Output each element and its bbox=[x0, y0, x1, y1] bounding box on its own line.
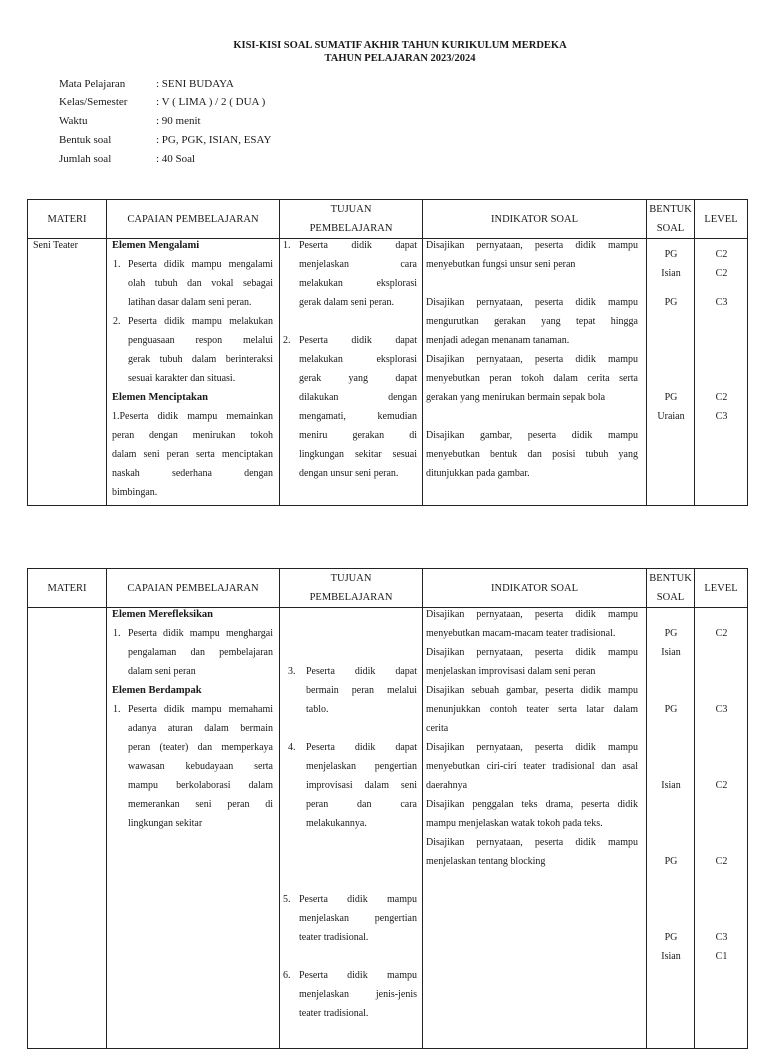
tujuan-content: 1. Peserta didik dapat menjelaskan cara melakukan eksplorasi gerak dalam seni peran. 2. Peserta didik dapat melakukan eksplorasi gerak yang dapat dilakukan dengan mengamati, kemudian meniru gerakan di lingkungan sekitar sesuai dengan unsur seni peran. bbox=[283, 240, 417, 479]
table-header-row bbox=[28, 569, 748, 608]
tujuan-cell bbox=[280, 608, 423, 1049]
col-header-level: LEVEL bbox=[695, 200, 748, 239]
level-content: C2 C3 C2 C2 C3 C1 bbox=[715, 628, 728, 962]
grid-table-1 bbox=[27, 199, 748, 506]
col-header-indikator: INDIKATOR SOAL bbox=[423, 200, 647, 239]
indikator-content: Disajikan pernyataan, peserta didik mampu menyebutkan macam-macam teater tradisional. Disajikan pernyataan, peserta didik mampu menjelaskan improvisasi dalam seni peran Disajikan sebuah gambar, peserta didik mampu menunjukkan contoh teater serta latar dalam cerita Disajikan pernyataan, peserta didik mampu menyebutkan ciri-ciri teater tradisional dan asal daerahnya Disajikan penggalan teks drama, peserta didik mampu menjelaskan watak tokoh pada teks. Disajikan pernyataan, peserta didik mampu menjelaskan tentang blocking bbox=[426, 609, 638, 867]
col-header-materi: MATERI bbox=[28, 200, 107, 239]
materi-text: Seni Teater bbox=[33, 240, 78, 251]
level-cell bbox=[695, 239, 748, 506]
col-header-tujuan: TUJUAN PEMBELAJARAN bbox=[280, 569, 423, 608]
info-value-class: : V ( LIMA ) / 2 ( DUA ) bbox=[156, 96, 266, 108]
col-header-capaian: CAPAIAN PEMBELAJARAN bbox=[107, 569, 280, 608]
indikator-cell bbox=[423, 608, 647, 1049]
capaian-content: Elemen Merefleksikan 1. Peserta didik mampu menghargai pengalaman dan pembelajaran dalam seni peran Elemen Berdampak 1. Peserta didik mampu memahami adanya aturan dalam bermain peran (teater) dan memperkaya wawasan kebudayaan serta mampu berkolaborasi dalam memerankan seni peran di lingkungan sekitar bbox=[112, 609, 273, 829]
table-header-row bbox=[28, 200, 748, 239]
bentuk-content: PG Isian PG PG Uraian bbox=[657, 249, 685, 422]
col-header-bentuk: BENTUK SOAL bbox=[647, 200, 695, 239]
document-subtitle: TAHUN PELAJARAN 2023/2024 bbox=[324, 53, 476, 64]
info-value-subject: : SENI BUDAYA bbox=[156, 78, 234, 90]
bentuk-content: PG Isian PG Isian PG PG Isian bbox=[661, 628, 681, 962]
tujuan-content: 3. Peserta didik dapat bermain peran melalui tablo. 4. Peserta didik dapat menjelaskan pengertian improvisasi dalam seni peran dan cara melakukannya. 5. Peserta didik mampu menjelaskan pengertian teater tradisional. 6. Peserta didik mampu menjelaskan jenis-jenis teater tradisional. bbox=[283, 666, 417, 1019]
capaian-cell bbox=[107, 239, 280, 506]
materi-cell bbox=[28, 239, 107, 506]
info-label-subject: Mata Pelajaran bbox=[59, 78, 126, 90]
level-content: C2 C2 C3 C2 C3 bbox=[715, 249, 728, 422]
indikator-cell bbox=[423, 239, 647, 506]
bentuk-cell bbox=[647, 239, 695, 506]
tujuan-cell bbox=[280, 239, 423, 506]
document-title: KISI-KISI SOAL SUMATIF AKHIR TAHUN KURIKULUM MERDEKA bbox=[233, 40, 567, 51]
col-header-materi: MATERI bbox=[28, 569, 107, 608]
table-row bbox=[28, 608, 748, 1049]
level-cell bbox=[695, 608, 748, 1049]
info-label-form: Bentuk soal bbox=[59, 134, 112, 146]
info-value-time: : 90 menit bbox=[156, 115, 201, 127]
bentuk-cell bbox=[647, 608, 695, 1049]
info-value-count: : 40 Soal bbox=[156, 153, 196, 165]
col-header-tujuan: TUJUAN PEMBELAJARAN bbox=[280, 200, 423, 239]
col-header-level: LEVEL bbox=[695, 569, 748, 608]
materi-cell bbox=[28, 608, 107, 1049]
info-label-class: Kelas/Semester bbox=[59, 96, 128, 108]
indikator-content: Disajikan pernyataan, peserta didik mampu menyebutkan fungsi unsur seni peran Disajikan pernyataan, peserta didik mampu mengurutkan gerakan yang tepat hingga menjadi adegan menanam tanaman. Disajikan pernyataan, peserta didik mampu menyebutkan peran tokoh dalam cerita serta gerakan yang menirukan bermain sepak bola Disajikan gambar, peserta didik mampu menyebutkan bentuk dan posisi tubuh yang ditunjukkan pada gambar. bbox=[426, 240, 638, 479]
info-label-time: Waktu bbox=[59, 115, 88, 127]
capaian-cell bbox=[107, 608, 280, 1049]
info-label-count: Jumlah soal bbox=[59, 153, 112, 165]
info-value-form: : PG, PGK, ISIAN, ESAY bbox=[156, 134, 272, 146]
table-row bbox=[28, 239, 748, 506]
grid-table-2 bbox=[27, 568, 748, 1049]
col-header-indikator: INDIKATOR SOAL bbox=[423, 569, 647, 608]
col-header-bentuk: BENTUK SOAL bbox=[647, 569, 695, 608]
capaian-content: Elemen Mengalami 1. Peserta didik mampu mengalami olah tubuh dan vokal sebagai latihan dasar dalam seni peran. 2. Peserta didik mampu melakukan penguasaan respon melalui gerak tubuh dalam berinteraksi sesuai karakter dan situasi. Elemen Menciptakan 1.Peserta didik mampu memainkan peran dengan menirukan tokoh dalam seni peran serta menciptakan naskah sederhana dengan bimbingan. bbox=[112, 240, 273, 498]
col-header-capaian: CAPAIAN PEMBELAJARAN bbox=[107, 200, 280, 239]
